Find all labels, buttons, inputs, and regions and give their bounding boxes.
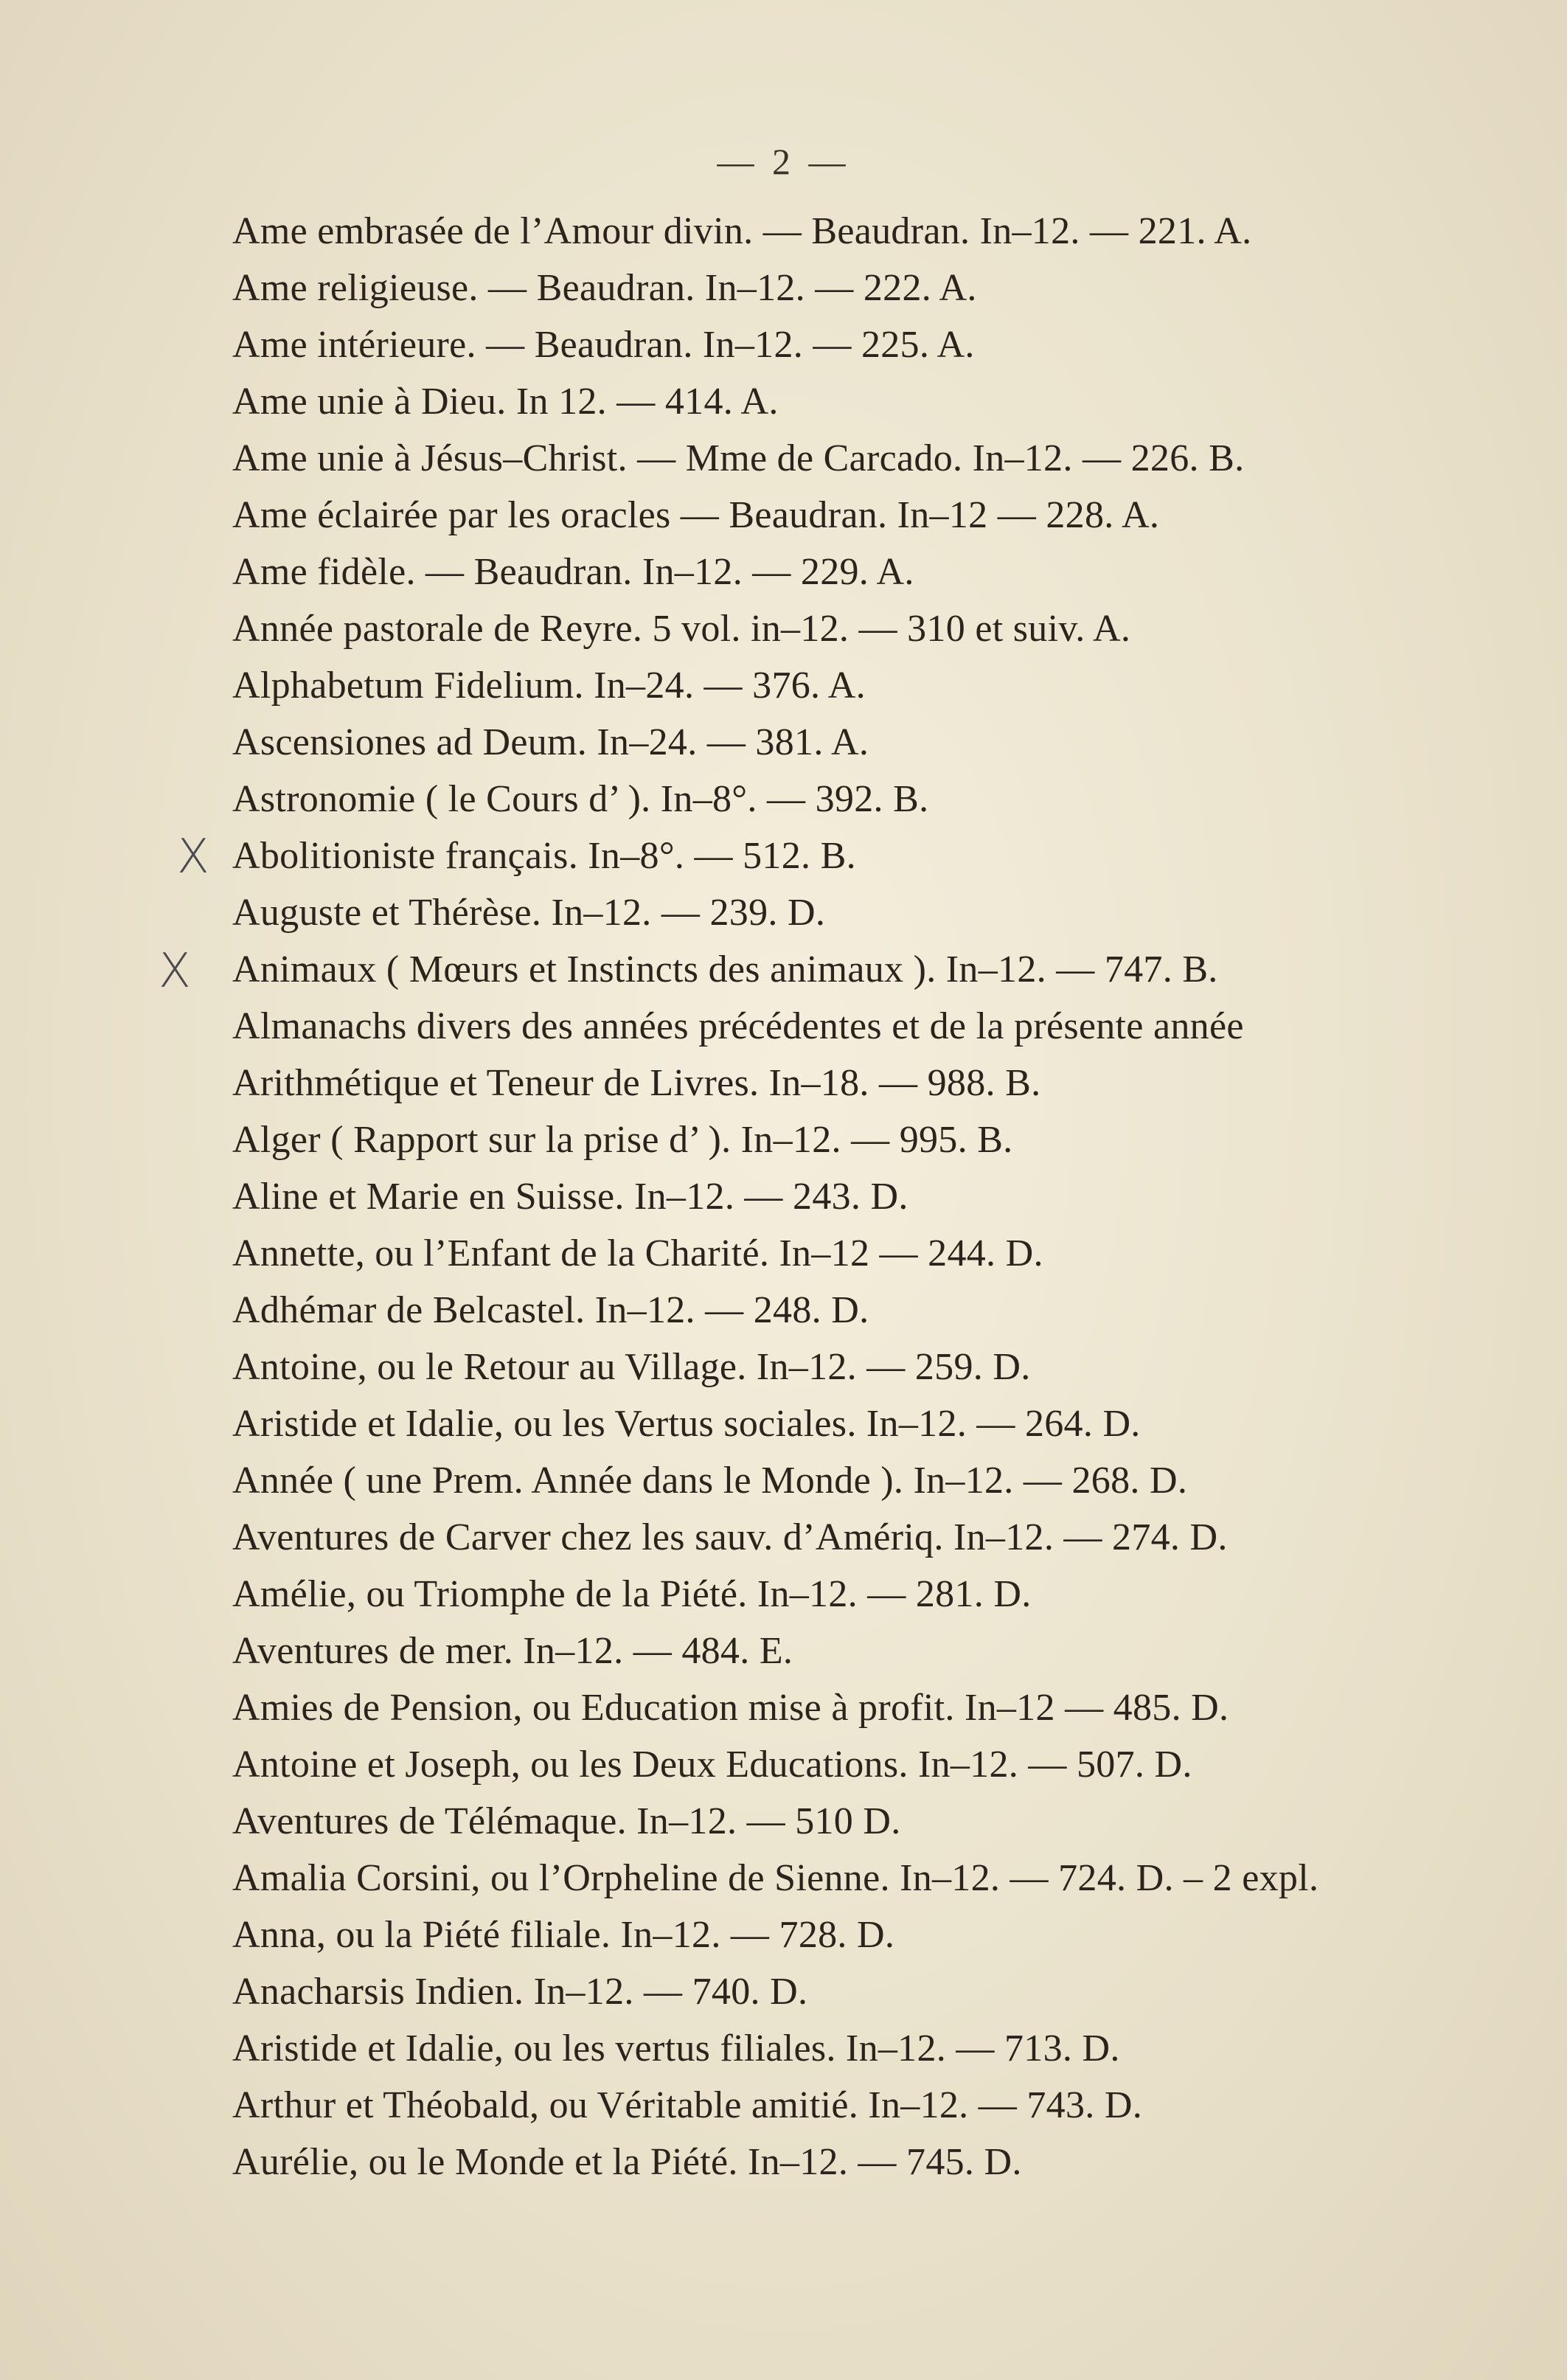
catalog-entry: Arthur et Théobald, ou Véritable amitié. In–12. — 743. D. bbox=[232, 2084, 1143, 2126]
catalog-entry: Alger ( Rapport sur la prise d’ ). In–12. — 995. B. bbox=[232, 1119, 1013, 1161]
catalog-entry: Année ( une Prem. Année dans le Monde ). In–12. — 268. D. bbox=[232, 1460, 1188, 1502]
catalog-entry: Aventures de Carver chez les sauv. d’Amériq. In–12. — 274. D. bbox=[232, 1516, 1228, 1558]
catalog-entry: Astronomie ( le Cours d’ ). In–8°. — 392. B. bbox=[232, 778, 929, 820]
catalog-entry: Ame religieuse. — Beaudran. In–12. — 222. A. bbox=[232, 267, 977, 309]
catalog-entry-list bbox=[232, 203, 1486, 2190]
catalog-entry: Arithmétique et Teneur de Livres. In–18. — 988. B. bbox=[232, 1062, 1041, 1104]
catalog-entry: Ame intérieure. — Beaudran. In–12. — 225. A. bbox=[232, 324, 975, 366]
catalog-entry: Aristide et Idalie, ou les Vertus sociales. In–12. — 264. D. bbox=[232, 1403, 1141, 1445]
catalog-entry: Antoine, ou le Retour au Village. In–12. — 259. D. bbox=[232, 1346, 1031, 1388]
catalog-entry: Abolitioniste français. In–8°. — 512. B. bbox=[232, 835, 856, 877]
catalog-entry: Auguste et Thérèse. In–12. — 239. D. bbox=[232, 892, 826, 934]
catalog-entry: Ame fidèle. — Beaudran. In–12. — 229. A. bbox=[232, 551, 914, 593]
catalog-entry: Amélie, ou Triomphe de la Piété. In–12. — 281. D. bbox=[232, 1573, 1032, 1615]
catalog-entry: Amalia Corsini, ou l’Orpheline de Sienne. In–12. — 724. D. – 2 expl. bbox=[232, 1857, 1319, 1899]
catalog-entry: Année pastorale de Reyre. 5 vol. in–12. — 310 et suiv. A. bbox=[232, 608, 1131, 650]
catalog-entry: Ame unie à Dieu. In 12. — 414. A. bbox=[232, 381, 779, 423]
catalog-entry: Aurélie, ou le Monde et la Piété. In–12. — 745. D. bbox=[232, 2141, 1022, 2183]
catalog-entry: Amies de Pension, ou Education mise à profit. In–12 — 485. D. bbox=[232, 1687, 1229, 1729]
catalog-entry: Aventures de Télémaque. In–12. — 510 D. bbox=[232, 1800, 901, 1842]
catalog-entry: Anna, ou la Piété filiale. In–12. — 728. D. bbox=[232, 1914, 895, 1956]
catalog-entry: Almanachs divers des années précédentes et de la présente année bbox=[232, 1005, 1244, 1047]
catalog-entry: Ame éclairée par les oracles — Beaudran. In–12 — 228. A. bbox=[232, 494, 1160, 536]
catalog-entry: Ascensiones ad Deum. In–24. — 381. A. bbox=[232, 721, 869, 763]
catalog-entry: Ame unie à Jésus–Christ. — Mme de Carcado. In–12. — 226. B. bbox=[232, 437, 1245, 479]
catalog-entry: Aline et Marie en Suisse. In–12. — 243. D. bbox=[232, 1176, 908, 1218]
catalog-entry: Anacharsis Indien. In–12. — 740. D. bbox=[232, 1971, 808, 2013]
catalog-entry: Antoine et Joseph, ou les Deux Educations. In–12. — 507. D. bbox=[232, 1744, 1192, 1786]
catalog-entry: Alphabetum Fidelium. In–24. — 376. A. bbox=[232, 665, 866, 707]
catalog-entry: Aristide et Idalie, ou les vertus filiales. In–12. — 713. D. bbox=[232, 2027, 1120, 2070]
margin-cross-mark: X bbox=[159, 944, 191, 999]
catalog-entry: Aventures de mer. In–12. — 484. E. bbox=[232, 1630, 793, 1672]
page-number: — 2 — bbox=[717, 141, 850, 182]
catalog-entry: Animaux ( Mœurs et Instincts des animaux ). In–12. — 747. B. bbox=[232, 948, 1218, 990]
margin-cross-mark: X bbox=[177, 830, 209, 884]
catalog-entry: Adhémar de Belcastel. In–12. — 248. D. bbox=[232, 1289, 869, 1331]
catalog-entry: Annette, ou l’Enfant de la Charité. In–12 — 244. D. bbox=[232, 1232, 1043, 1274]
catalog-entry: Ame embrasée de l’Amour divin. — Beaudran. In–12. — 221. A. bbox=[232, 210, 1252, 252]
